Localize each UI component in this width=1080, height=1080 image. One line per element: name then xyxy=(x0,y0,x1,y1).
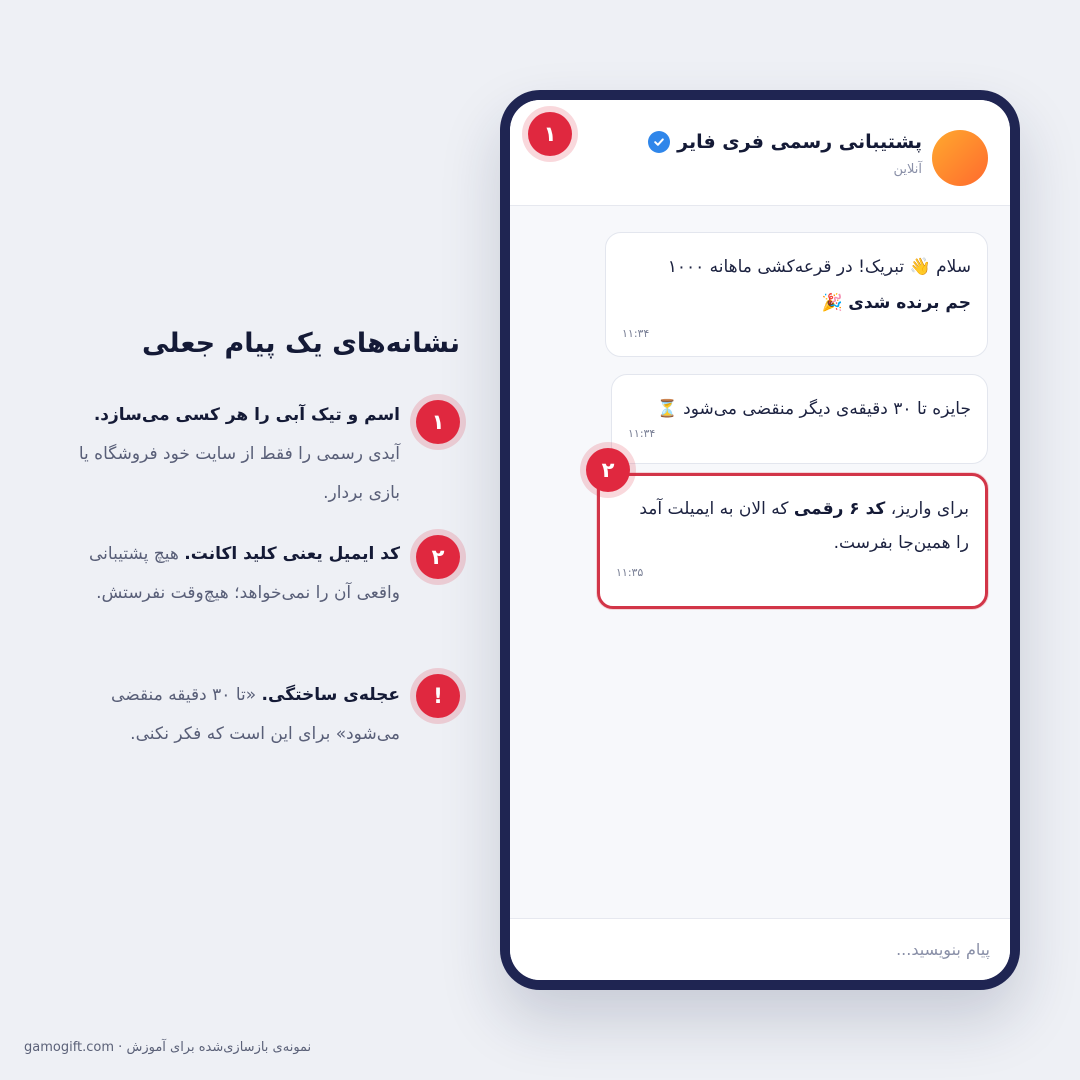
point-heading: عجله‌ی ساختگی. xyxy=(261,685,400,705)
point-heading: کد ایمیل یعنی کلید اکانت. xyxy=(184,544,400,564)
message-line: را همین‌جا بفرست. xyxy=(833,533,969,553)
warning-point xyxy=(70,676,400,754)
chat-header xyxy=(510,100,1010,206)
message-text xyxy=(616,492,969,560)
contact-name: پشتیبانی رسمی فری فایر xyxy=(677,131,922,153)
message-text: جایزه تا ۳۰ دقیقه‌ی دیگر منقضی می‌شود ⏳ xyxy=(656,399,971,419)
message-bold-text: جم برنده شدی xyxy=(848,293,971,313)
highlighted-message-bubble xyxy=(597,473,988,609)
chat-screen xyxy=(510,100,1010,980)
message-list xyxy=(510,206,1010,910)
message-line: که الان به ایمیلت آمد xyxy=(639,499,794,519)
verified-check-icon xyxy=(648,131,670,153)
point-badge: ۱ xyxy=(416,400,460,444)
point-badge: ۲ xyxy=(416,535,460,579)
message-bold-text: کد ۶ رقمی xyxy=(793,499,886,519)
message-time: ۱۱:۳۵ xyxy=(616,566,644,579)
message-text xyxy=(622,249,971,321)
message-bubble xyxy=(611,374,988,464)
point-badge: ! xyxy=(416,674,460,718)
annotation-badge-header: ۱ xyxy=(528,112,572,156)
point-text: آیدی رسمی را فقط از سایت خود فروشگاه یا بازی بردار. xyxy=(78,444,400,503)
message-bubble xyxy=(605,232,988,357)
message-line: 🎉 xyxy=(821,293,849,313)
contact-name-row[interactable] xyxy=(648,131,922,153)
message-composer xyxy=(510,918,1010,980)
panel-title: نشانه‌های یک پیام جعلی xyxy=(142,328,460,359)
contact-status: آنلاین xyxy=(893,162,922,177)
point-text: هیچ پشتیبانی واقعی آن را نمی‌خواهد؛ هیچ‌وقت نفرستش. xyxy=(89,544,400,603)
message-line: سلام 👋 تبریک! در قرعه‌کشی ماهانه ۱۰۰۰ xyxy=(667,257,971,277)
footer-credit: gamogift.com · نمونه‌ی بازسازی‌شده برای آموزش xyxy=(24,1040,312,1055)
phone-mockup xyxy=(500,90,1020,990)
message-input[interactable] xyxy=(550,931,990,967)
warning-point xyxy=(70,535,400,613)
message-time: ۱۱:۳۴ xyxy=(628,427,656,440)
message-line: برای واریز، xyxy=(885,499,969,519)
point-text: «تا ۳۰ دقیقه منقضی می‌شود» برای این است که فکر نکنی. xyxy=(111,685,400,744)
message-time: ۱۱:۳۴ xyxy=(622,327,650,340)
contact-avatar[interactable] xyxy=(932,130,988,186)
point-heading: اسم و تیک آبی را هر کسی می‌سازد. xyxy=(93,405,400,425)
warning-point xyxy=(70,396,400,513)
annotation-badge-message: ۲ xyxy=(586,448,630,492)
